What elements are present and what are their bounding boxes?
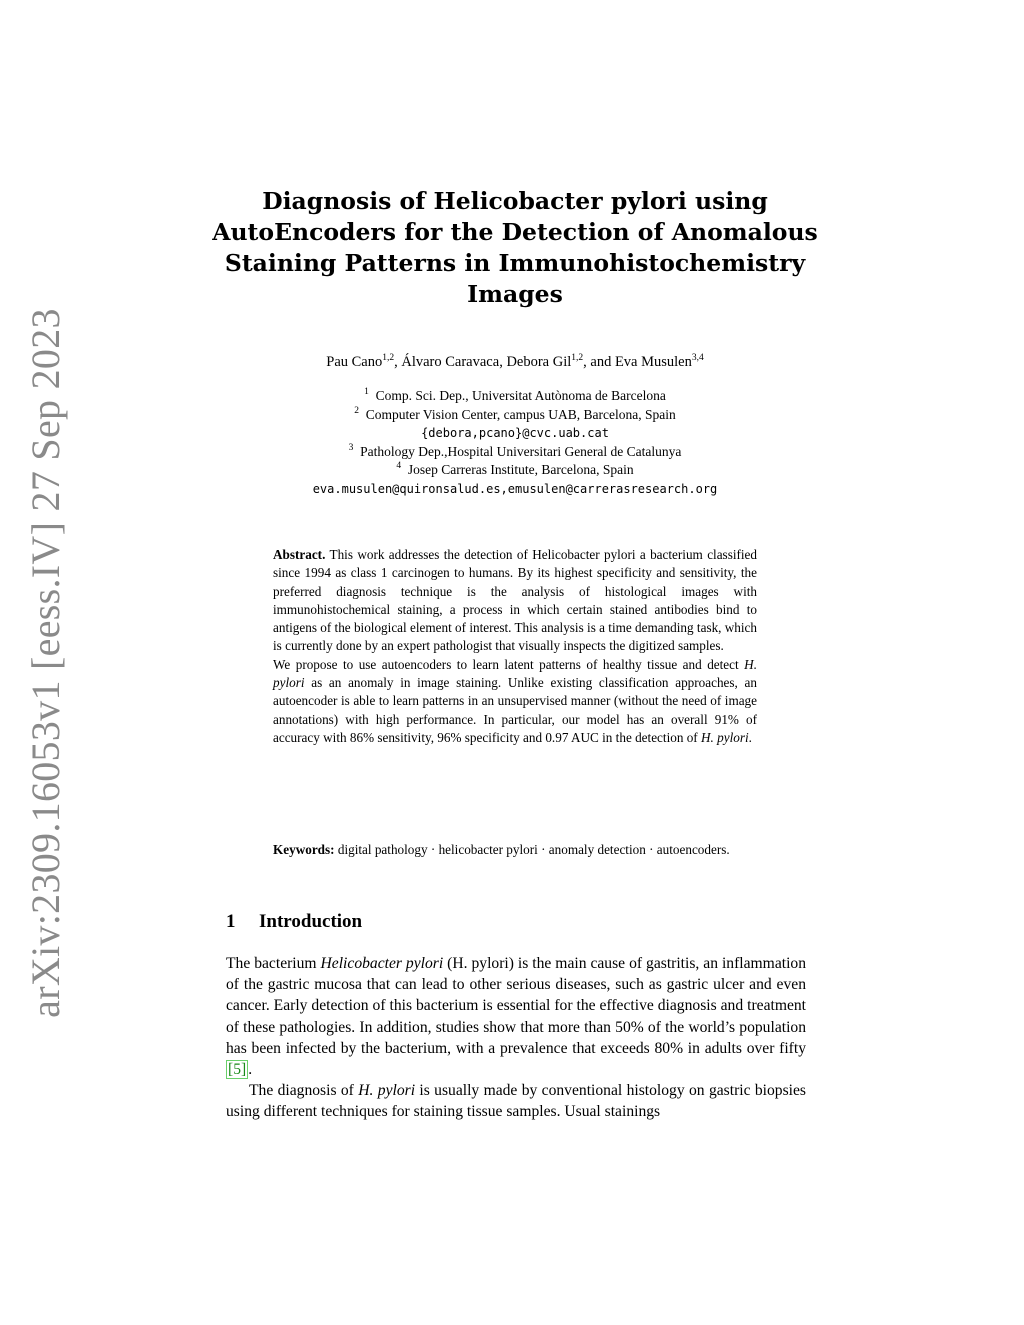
title-line: Diagnosis of Helicobacter pylori using xyxy=(262,187,768,215)
body-text: The bacterium xyxy=(226,955,321,972)
author-name: Debora Gil xyxy=(506,354,572,370)
body-text: is usually made by conventional histology on gastric biopsies using different techniques for staining tissue samples. Usual stainings xyxy=(226,1082,806,1121)
affiliation-text: Pathology Dep.,Hospital Universitari General de Catalunya xyxy=(360,443,682,459)
body-text: The diagnosis of xyxy=(249,1082,359,1100)
body-paragraph xyxy=(226,1080,806,1122)
abstract-label: Abstract. xyxy=(273,547,326,562)
body-text: . xyxy=(248,1061,253,1079)
abstract-text: This work addresses the detection of Helicobacter pylori a bacterium classified since 1994 as class 1 carcinogen to humans. By its highest specificity and sensitivity, the preferred diagnosis technique is the analysis of histological images with immunohistochemical staining, a process in which certain stained antibodies bind to antigens of the biological element of interest. This analysis is a time demanding task, which is currently done by an expert pathologist that visually inspects the digitized samples. xyxy=(273,547,757,654)
title-line: Staining Patterns in Immunohistochemistry xyxy=(224,249,806,277)
affiliation-number: 1 xyxy=(364,387,369,397)
section-number: 1 xyxy=(226,911,236,932)
citation-link[interactable]: [5] xyxy=(228,1061,247,1079)
abstract-text: as an anomaly in image staining. Unlike existing classification approaches, an autoencoder is able to learn patterns in an unsupervised manner (without the need of image annotations) with high performance. In particular, our model has an overall 91% of accuracy with 86% sensitivity, 96% specificity and 0.97 AUC in the detection of xyxy=(273,675,757,745)
keywords-text: digital pathology · helicobacter pylori · anomaly detection · autoencoders. xyxy=(337,842,730,857)
affiliation-line xyxy=(200,387,830,406)
abstract xyxy=(273,546,757,747)
abstract-text: We propose to use autoencoders to learn latent patterns of healthy tissue and detect xyxy=(273,656,745,672)
section-body xyxy=(226,953,806,1123)
affiliation-text: Comp. Sci. Dep., Universitat Autònoma de Barcelona xyxy=(375,388,666,403)
affiliation-text: Josep Carreras Institute, Barcelona, Spain xyxy=(407,462,634,478)
affiliation-number: 2 xyxy=(354,405,359,416)
species-name: H. pylori xyxy=(358,1082,416,1100)
affiliation-text: Computer Vision Center, campus UAB, Barcelona, Spain xyxy=(365,406,676,422)
abstract-text: . xyxy=(748,729,752,745)
species-name: H. pylori xyxy=(273,656,757,691)
affiliation-number: 3 xyxy=(348,442,354,453)
species-name: Helicobacter pylori xyxy=(320,955,444,972)
species-name: H. pylori xyxy=(701,729,749,745)
abstract-paragraph xyxy=(273,656,757,747)
body-paragraph xyxy=(226,953,806,1080)
keywords-label: Keywords: xyxy=(273,842,335,857)
title-line: AutoEncoders for the Detection of Anomalous xyxy=(212,218,818,246)
author-conjunction: and xyxy=(590,354,612,370)
arxiv-identifier: arXiv:2309.16053v1 [eess.IV] 27 Sep 2023 xyxy=(23,308,68,1018)
affiliation-line xyxy=(200,461,830,480)
affiliation-line xyxy=(200,443,830,462)
author-affiliation-mark: 1,2 xyxy=(382,353,395,363)
author-name: Pau Cano xyxy=(326,354,383,370)
body-text: (H. pylori) is the main cause of gastritis, an inflammation of the gastric mucosa that can lead to other serious diseases, such as gastric ulcer and even cancer. Early detection of this bacterium is essential for the effective diagnosis and treatment of these pathologies. In addition, studies show that more than 50% of the world’s population has been infected by the bacterium, with a prevalence that exceeds 80% in adults over fifty xyxy=(226,955,806,1057)
author-name: Álvaro Caravaca xyxy=(401,354,500,370)
author-affiliation-mark: 3,4 xyxy=(691,353,704,363)
affiliation-line xyxy=(200,406,830,425)
keywords xyxy=(273,841,757,859)
section-heading xyxy=(226,909,362,935)
affiliations xyxy=(200,387,830,499)
email-line: {debora,pcano}@cvc.uab.cat xyxy=(421,426,609,441)
paper-title xyxy=(200,186,830,310)
section-title: Introduction xyxy=(259,911,363,932)
affiliation-number: 4 xyxy=(396,461,402,472)
abstract-paragraph xyxy=(273,546,757,656)
author-name: Eva Musulen xyxy=(614,354,692,370)
email-line: eva.musulen@quironsalud.es,emusulen@carrerasresearch.org xyxy=(312,481,718,496)
title-line: Images xyxy=(467,280,563,308)
keywords-paragraph xyxy=(273,841,757,859)
author-list: Pau Cano$^{1,2}$, Álvaro Caravaca, Debora Gil$^{1,2}$, and Eva Musulen$^{3,4}$ xyxy=(326,353,704,370)
author-affiliation-mark: 1,2 xyxy=(571,353,584,363)
